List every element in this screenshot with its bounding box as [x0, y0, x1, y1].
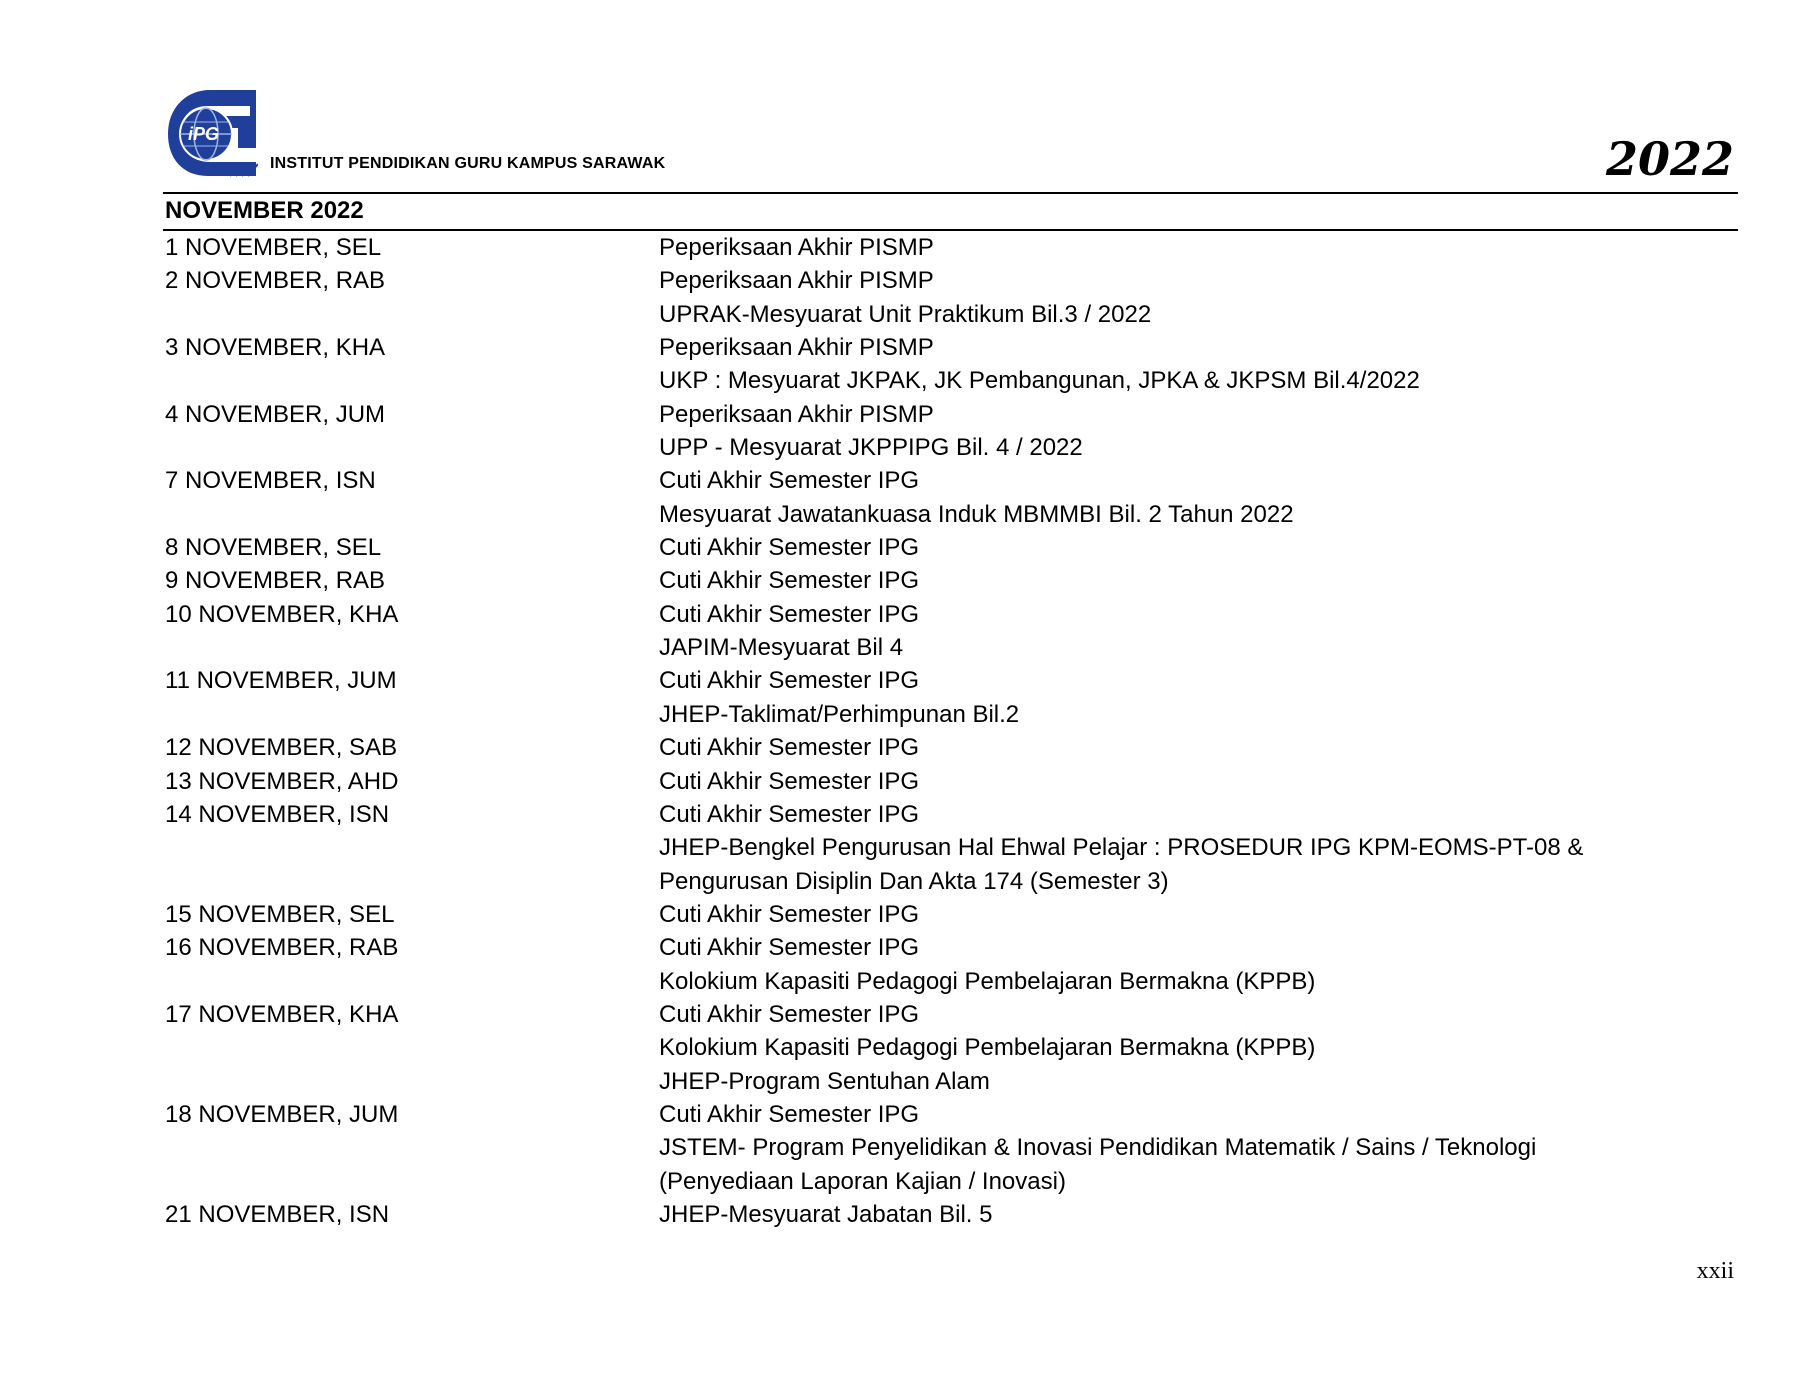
schedule-date: 12 NOVEMBER, SAB [165, 734, 398, 762]
header-divider [163, 192, 1738, 194]
schedule-event: Cuti Akhir Semester IPG [659, 667, 920, 695]
schedule-event: Mesyuarat Jawatankuasa Induk MBMMBI Bil. 2 Tahun 2022 [659, 500, 1294, 528]
schedule-date: 17 NOVEMBER, KHA [165, 1000, 399, 1028]
schedule-date: 7 NOVEMBER, ISN [165, 467, 376, 495]
schedule-row [165, 331, 1738, 364]
schedule-row [165, 1165, 1738, 1198]
schedule-event: Peperiksaan Akhir PISMP [659, 234, 934, 261]
schedule-event: JSTEM- Program Penyelidikan & Inovasi Pendidikan Matematik / Sains / Teknologi [659, 1134, 1537, 1162]
schedule-event: Pengurusan Disiplin Dan Akta 174 (Semester 3) [659, 867, 1169, 895]
schedule-row [165, 1131, 1738, 1164]
institution-name: INSTITUT PENDIDIKAN GURU KAMPUS SARAWAK [270, 155, 666, 172]
schedule-event: UKP : Mesyuarat JKPAK, JK Pembangunan, JPKA & JKPSM Bil.4/2022 [659, 367, 1420, 395]
schedule-event: Cuti Akhir Semester IPG [659, 467, 920, 495]
schedule-event: UPP - Mesyuarat JKPPIPG Bil. 4 / 2022 [659, 434, 1083, 462]
schedule-date: 14 NOVEMBER, ISN [165, 800, 390, 828]
month-heading: NOVEMBER 2022 [165, 197, 364, 224]
schedule-row [165, 698, 1738, 731]
schedule-row [165, 965, 1738, 998]
schedule-row [165, 598, 1738, 631]
schedule-row [165, 531, 1738, 564]
schedule-event: Peperiksaan Akhir PISMP [659, 334, 934, 362]
schedule-row [165, 1065, 1738, 1098]
schedule-row [165, 464, 1738, 497]
schedule-row [165, 731, 1738, 764]
schedule-row [165, 231, 1738, 264]
schedule-date: 15 NOVEMBER, SEL [165, 900, 395, 928]
schedule-date: 21 NOVEMBER, ISN [165, 1200, 390, 1228]
schedule-event: Cuti Akhir Semester IPG [659, 1100, 920, 1128]
logo-text: iPG [188, 124, 220, 144]
schedule-date: 3 NOVEMBER, KHA [165, 334, 386, 362]
schedule-event: UPRAK-Mesyuarat Unit Praktikum Bil.3 / 2022 [659, 300, 1152, 328]
schedule-event: Cuti Akhir Semester IPG [659, 900, 920, 928]
schedule-row [165, 1031, 1738, 1064]
schedule-row [165, 364, 1738, 397]
schedule-event: Cuti Akhir Semester IPG [659, 534, 920, 562]
schedule-row [165, 931, 1738, 964]
schedule-event: JHEP-Mesyuarat Jabatan Bil. 5 [659, 1200, 993, 1228]
schedule-event: Kolokium Kapasiti Pedagogi Pembelajaran Bermakna (KPPB) [659, 967, 1316, 995]
schedule-event: Cuti Akhir Semester IPG [659, 934, 920, 962]
schedule-event: Cuti Akhir Semester IPG [659, 1000, 920, 1028]
schedule-event: JAPIM-Mesyuarat Bil 4 [659, 634, 904, 662]
schedule-event: Cuti Akhir Semester IPG [659, 767, 920, 795]
schedule-date: 18 NOVEMBER, JUM [165, 1100, 399, 1128]
schedule-row [165, 264, 1738, 297]
schedule-row [165, 1098, 1738, 1131]
schedule-event: Peperiksaan Akhir PISMP [659, 400, 934, 428]
schedule-event: Cuti Akhir Semester IPG [659, 600, 920, 628]
ipg-logo-icon [168, 88, 258, 178]
schedule-row [165, 564, 1738, 597]
schedule-date: 13 NOVEMBER, AHD [165, 767, 399, 795]
schedule-row [165, 664, 1738, 697]
schedule-row [165, 1198, 1738, 1231]
schedule-row [165, 998, 1738, 1031]
schedule-list [165, 231, 1738, 1231]
schedule-row [165, 398, 1738, 431]
schedule-event: (Penyediaan Laporan Kajian / Inovasi) [659, 1167, 1066, 1195]
schedule-row [165, 765, 1738, 798]
schedule-date: 10 NOVEMBER, KHA [165, 600, 399, 628]
schedule-row [165, 498, 1738, 531]
schedule-event: Cuti Akhir Semester IPG [659, 800, 920, 828]
schedule-date: 1 NOVEMBER, SEL [165, 234, 382, 261]
schedule-row [165, 831, 1738, 864]
schedule-event: JHEP-Bengkel Pengurusan Hal Ehwal Pelajar : PROSEDUR IPG KPM-EOMS-PT-08 & [659, 834, 1584, 862]
schedule-date: 8 NOVEMBER, SEL [165, 534, 382, 562]
schedule-date: 16 NOVEMBER, RAB [165, 934, 399, 962]
schedule-row [165, 298, 1738, 331]
schedule-event: Kolokium Kapasiti Pedagogi Pembelajaran Bermakna (KPPB) [659, 1034, 1316, 1062]
schedule-row [165, 865, 1738, 898]
schedule-date: 4 NOVEMBER, JUM [165, 400, 386, 428]
schedule-row [165, 798, 1738, 831]
page-number: xxii [1696, 1258, 1734, 1284]
schedule-row [165, 431, 1738, 464]
schedule-event: Cuti Akhir Semester IPG [659, 567, 920, 595]
schedule-row [165, 631, 1738, 664]
schedule-row [165, 898, 1738, 931]
schedule-date: 11 NOVEMBER, JUM [165, 667, 397, 695]
schedule-date: 2 NOVEMBER, RAB [165, 267, 386, 295]
schedule-event: JHEP-Program Sentuhan Alam [659, 1067, 990, 1095]
schedule-date: 9 NOVEMBER, RAB [165, 567, 386, 595]
schedule-event: JHEP-Taklimat/Perhimpunan Bil.2 [659, 700, 1020, 728]
header-year: 2022 [1605, 132, 1734, 186]
schedule-event: Cuti Akhir Semester IPG [659, 734, 920, 762]
schedule-event: Peperiksaan Akhir PISMP [659, 267, 934, 295]
